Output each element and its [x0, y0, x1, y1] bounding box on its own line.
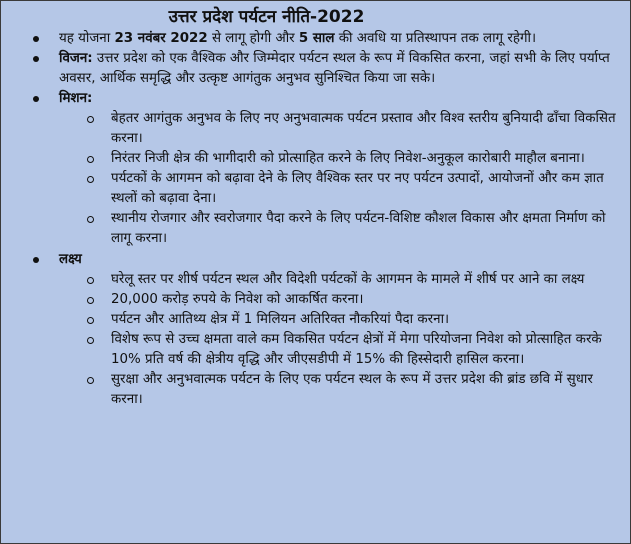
page-title: उत्तर प्रदेश पर्यटन नीति-2022	[168, 7, 365, 27]
goal-item-text: विशेष रूप से उच्च क्षमता वाले कम विकसित पर्यटन क्षेत्रों में मेगा परियोजना निवेश को प्रोत्साहित करके 10% प्रति वर्ष की क्षेत्रीय वृद्धि और जीएसडीपी में 15% की हिस्सेदारी हासिल करना।	[111, 332, 602, 367]
list-item-goals	[1, 250, 631, 410]
circle-bullet-icon	[87, 317, 94, 324]
goal-item-text: 20,000 करोड़ रुपये के निवेश को आकर्षित करना।	[111, 292, 364, 307]
circle-bullet-icon	[87, 176, 94, 183]
list-item-mission	[1, 89, 631, 249]
vision-label: विजन:	[59, 51, 93, 66]
bullet-icon	[33, 257, 39, 263]
list-item-vision	[1, 49, 631, 89]
mission-item	[59, 149, 618, 169]
policy-points-list	[1, 29, 631, 410]
goals-sub-list	[59, 270, 618, 410]
mission-item-text: निरंतर निजी क्षेत्र की भागीदारी को प्रोत्साहित करने के लिए निवेश-अनुकूल कारोबारी माहौल बनाना।	[111, 151, 585, 166]
bullet-icon	[33, 36, 39, 42]
goal-item-text: घरेलू स्तर पर शीर्ष पर्यटन स्थल और विदेशी पर्यटकों के आगमन के मामले में शीर्ष पर आने का लक्ष्य	[111, 272, 585, 287]
mission-item	[59, 209, 618, 249]
circle-bullet-icon	[87, 116, 94, 123]
goal-item	[59, 290, 618, 310]
mission-item	[59, 109, 618, 149]
goal-item-text: सुरक्षा और अनुभवात्मक पर्यटन के लिए एक पर्यटन स्थल के रूप में उत्तर प्रदेश की ब्रांड छवि में सुधार करना।	[111, 372, 593, 407]
list-item-intro	[1, 29, 631, 49]
mission-item	[59, 169, 618, 209]
goal-item	[59, 330, 618, 370]
intro-text-part1: यह योजना	[59, 31, 115, 46]
circle-bullet-icon	[87, 297, 94, 304]
circle-bullet-icon	[87, 277, 94, 284]
goal-item	[59, 370, 618, 410]
bullet-icon	[33, 96, 39, 102]
goal-item	[59, 270, 618, 290]
circle-bullet-icon	[87, 216, 94, 223]
intro-date: 23 नवंबर 2022	[114, 31, 208, 46]
circle-bullet-icon	[87, 156, 94, 163]
mission-sub-list	[59, 109, 618, 249]
circle-bullet-icon	[87, 377, 94, 384]
mission-item-text: स्थानीय रोजगार और स्वरोजगार पैदा करने के लिए पर्यटन-विशिष्ट कौशल विकास और क्षमता निर्माण को लागू करना।	[111, 211, 606, 246]
bullet-icon	[33, 56, 39, 62]
intro-text-part3: की अवधि या प्रतिस्थापन तक लागू रहेगी।	[334, 31, 537, 46]
mission-item-text: पर्यटकों के आगमन को बढ़ावा देने के लिए वैश्विक स्तर पर नए पर्यटन उत्पादों, आयोजनों और कम ज्ञात स्थलों को बढ़ावा देना।	[111, 171, 604, 206]
goal-item	[59, 310, 618, 330]
circle-bullet-icon	[87, 337, 94, 344]
vision-text: उत्तर प्रदेश को एक वैश्विक और जिम्मेदार पर्यटन स्थल के रूप में विकसित करना, जहां सभी के लिए पर्याप्त अवसर, आर्थिक समृद्धि और उत्कृष्ट आगंतुक अनुभव सुनिश्चित किया जा सके।	[59, 51, 610, 86]
intro-text-part2: से लागू होगी और	[207, 31, 299, 46]
goals-label: लक्ष्य	[59, 252, 82, 267]
intro-years: 5 साल	[298, 31, 335, 46]
mission-label: मिशन:	[59, 91, 93, 106]
mission-item-text: बेहतर आगंतुक अनुभव के लिए नए अनुभवात्मक पर्यटन प्रस्ताव और विश्व स्तरीय बुनियादी ढाँचा विकसित करना।	[111, 111, 616, 146]
goal-item-text: पर्यटन और आतिथ्य क्षेत्र में 1 मिलियन अतिरिक्त नौकरियां पैदा करना।	[111, 312, 450, 327]
